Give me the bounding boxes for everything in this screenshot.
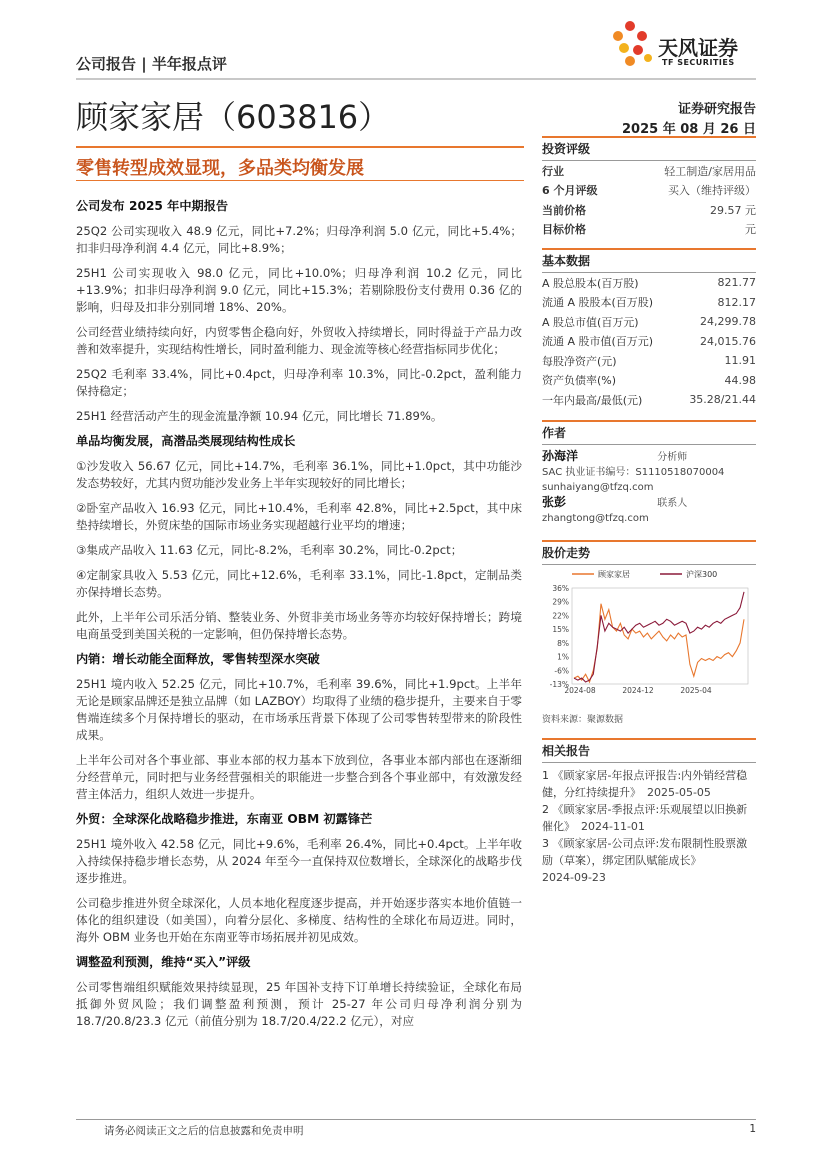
basic-row: 资产负债率(%) 44.98 bbox=[542, 373, 756, 388]
paragraph: ②卧室产品收入 16.93 亿元，同比+10.4%，毛利率 42.8%，同比+2.5pct，其中床垫持续增长，外贸床垫的国际市场业务实现超越行业平均的增速； bbox=[76, 501, 522, 532]
related-item[interactable]: 3 《顾家家居-公司点评:发布限制性股票激励（草案），绑定团队赋能成长》 2024-09-23 bbox=[542, 837, 748, 884]
research-report-label: 证券研究报告 bbox=[677, 102, 756, 117]
section-heading: 公司发布 2025 年中期报告 bbox=[76, 199, 229, 213]
paragraph: 25H1 境外收入 42.58 亿元，同比+9.6%，毛利率 26.4%，同比+0.4pct。上半年收入持续保持稳步增长态势，从 2024 年至今一直保持双位数增长，全球深化的战略步伐逐步推进。 bbox=[76, 837, 522, 885]
logo-icon bbox=[610, 18, 658, 68]
y-tick-label: 22% bbox=[552, 611, 569, 621]
y-tick-label: 36% bbox=[552, 584, 569, 593]
y-tick-label: 15% bbox=[552, 625, 569, 635]
related-item[interactable]: 2 《顾家家居-季报点评:乐观展望以旧换新催化》 2024-11-01 bbox=[542, 803, 748, 833]
paragraph: 25Q2 毛利率 33.4%，同比+0.4pct，归母净利率 10.3%，同比-0.2pct，盈利能力保持稳定； bbox=[76, 367, 522, 398]
paragraph: 25H1 公司实现收入 98.0 亿元，同比+10.0%；归母净利润 10.2 亿元，同比+13.9%；扣非归母净利润 9.0 亿元，同比+15.3%；若剔除股份支付费用 0.36 亿的影响，归母及扣非分别同增 18%、20%。 bbox=[76, 266, 522, 314]
rating-row: 当前价格 29.57 元 bbox=[542, 203, 756, 217]
related-title: 相关报告 bbox=[542, 738, 756, 763]
author-entry bbox=[542, 449, 756, 495]
series-line-1 bbox=[574, 592, 744, 682]
chart-source: 资料来源：聚源数据 bbox=[542, 715, 624, 725]
y-tick-label: 1% bbox=[557, 652, 569, 662]
author-role: 分析师 bbox=[657, 452, 688, 463]
price-title: 股价走势 bbox=[542, 540, 756, 565]
author-role: 联系人 bbox=[657, 498, 688, 509]
basic-row: 每股净资产(元) 11.91 bbox=[542, 354, 756, 368]
related-item[interactable]: 1 《顾家家居-年报点评报告:内外销经营稳健，分红持续提升》 2025-05-05 bbox=[542, 769, 748, 799]
paragraph: ③集成产品收入 11.63 亿元，同比-8.2%，毛利率 30.2%，同比-0.2pct； bbox=[76, 543, 463, 557]
title-rule bbox=[76, 146, 524, 148]
y-tick-label: 29% bbox=[552, 597, 569, 607]
paragraph: 公司经营业绩持续向好，内贸零售企稳向好，外贸收入持续增长，同时得益于产品力改善和效率提升，实现结构性增长，同时盈利能力、现金流等核心经营指标同步优化； bbox=[76, 325, 522, 356]
paragraph: 上半年公司对各个事业部、事业本部的权力基本下放到位，各事业本部内部也在逐渐细分经营单元，同时把与业务经营强相关的职能进一步整合到各个事业部中，有效激发经营主体活力，组织人效进一步提升。 bbox=[76, 753, 522, 801]
basic-row: A 股总市值(百万元) 24,299.78 bbox=[542, 315, 756, 329]
footer-rule bbox=[76, 1119, 756, 1120]
series-line-0 bbox=[574, 604, 744, 682]
subtitle-rule bbox=[76, 180, 524, 181]
basic-data-title: 基本数据 bbox=[542, 248, 756, 273]
author-entry bbox=[542, 495, 756, 526]
x-tick-label: 2024-12 bbox=[622, 686, 654, 695]
rating-row: 6 个月评级 买入（维持评级） bbox=[542, 184, 756, 198]
header-divider bbox=[76, 78, 756, 80]
section-heading: 调整盈利预测，维持“买入”评级 bbox=[76, 955, 251, 969]
x-tick-label: 2024-08 bbox=[564, 686, 596, 695]
main-body bbox=[76, 198, 522, 1038]
related-box bbox=[542, 738, 756, 886]
report-subtitle: 零售转型成效显现，多品类均衡发展 bbox=[76, 158, 364, 179]
section-heading: 外贸：全球深化战略稳步推进，东南亚 OBM 初露锋芒 bbox=[76, 812, 373, 826]
author-email[interactable]: sunhaiyang@tfzq.com bbox=[542, 482, 654, 493]
basic-row: A 股总股本(百万股) 821.77 bbox=[542, 276, 756, 290]
section-heading: 单品均衡发展，高潜品类展现结构性成长 bbox=[76, 434, 296, 448]
section-heading: 内销：增长动能全面释放，零售转型深水突破 bbox=[76, 652, 320, 666]
price-chart bbox=[542, 562, 756, 702]
y-tick-label: -13% bbox=[549, 680, 569, 689]
paragraph: 此外，上半年公司乐活分销、整装业务、外贸非美市场业务等亦均较好保持增长；跨境电商虽受到美国关税的一定影响，但仍保持增长态势。 bbox=[76, 610, 522, 641]
rating-row: 行业 轻工制造/家居用品 bbox=[542, 164, 756, 178]
paragraph: 25H1 经营活动产生的现金流量净额 10.94 亿元，同比增长 71.89%。 bbox=[76, 409, 443, 423]
basic-data-box bbox=[542, 248, 756, 410]
brand-logo bbox=[610, 18, 760, 70]
logo-cn: 天风证券 bbox=[658, 36, 738, 60]
legend-label: 顾家家居 bbox=[598, 570, 630, 579]
author-name: 孙海洋 bbox=[542, 449, 579, 463]
report-date: 2025 年 08 月 26 日 bbox=[622, 122, 756, 137]
author-name: 张彭 bbox=[542, 495, 567, 509]
authors-title: 作者 bbox=[542, 420, 756, 445]
paragraph: ①沙发收入 56.67 亿元，同比+14.7%，毛利率 36.1%，同比+1.0pct，其中功能沙发态势较好，尤其内贸功能沙发业务上半年实现较好的同比增长； bbox=[76, 459, 522, 490]
logo-en: TF SECURITIES bbox=[662, 58, 735, 67]
y-tick-label: -6% bbox=[554, 666, 569, 676]
legend-label: 沪深300 bbox=[686, 570, 718, 579]
paragraph: ④定制家具收入 5.53 亿元，同比+12.6%，毛利率 33.1%，同比-1.8pct，定制品类亦保持增长态势。 bbox=[76, 568, 522, 599]
page-number: 1 bbox=[749, 1123, 756, 1135]
rating-row: 目标价格 元 bbox=[542, 223, 756, 237]
paragraph: 25H1 境内收入 52.25 亿元，同比+10.7%，毛利率 39.6%，同比+1.9pct。上半年无论是顾家品牌还是独立品牌（如 LAZBOY）均取得了业绩的稳步提升，主要来自于零售端连续多个月保持增长的驱动，在市场承压背景下体现了公司零售转型带来的阶段性成果。 bbox=[76, 677, 522, 742]
rating-title: 投资评级 bbox=[542, 136, 756, 161]
author-email[interactable]: zhangtong@tfzq.com bbox=[542, 513, 649, 524]
x-tick-label: 2025-04 bbox=[680, 686, 712, 695]
basic-row: 流通 A 股市值(百万元) 24,015.76 bbox=[542, 334, 756, 349]
authors-box bbox=[542, 420, 756, 526]
paragraph: 25Q2 公司实现收入 48.9 亿元，同比+7.2%；归母净利润 5.0 亿元，同比+5.4%；扣非归母净利润 4.4 亿元，同比+8.9%； bbox=[76, 224, 522, 255]
price-chart-svg bbox=[542, 562, 756, 702]
paragraph: 公司零售端组织赋能效果持续显现，25 年国补支持下订单增长持续验证，全球化布局抵御外贸风险；我们调整盈利预测，预计 25-27 年公司归母净利润分别为 18.7/20.8/23.3 亿元（前值分别为 18.7/20.4/22.2 亿元），对应 bbox=[76, 980, 522, 1028]
basic-row: 一年内最高/最低(元) 35.28/21.44 bbox=[542, 393, 756, 407]
disclaimer: 请务必阅读正文之后的信息披露和免责申明 bbox=[104, 1125, 304, 1137]
rating-box bbox=[542, 136, 756, 239]
basic-row: 流通 A 股股本(百万股) 812.17 bbox=[542, 295, 756, 310]
author-cert: SAC 执业证书编号：S1110518070004 bbox=[542, 467, 725, 478]
y-tick-label: 8% bbox=[557, 638, 569, 648]
report-type: 公司报告 | 半年报点评 bbox=[76, 55, 227, 73]
company-title: 顾家家居（603816） bbox=[76, 98, 391, 136]
paragraph: 公司稳步推进外贸全球深化，人员本地化程度逐步提高，并开始逐步落实本地价值链一体化的组织建设（如美国），向着分层化、多梯度、结构性的全球化布局迈进。同时，海外 OBM 业务也开始在东南亚等市场拓展并初见成效。 bbox=[76, 896, 522, 944]
